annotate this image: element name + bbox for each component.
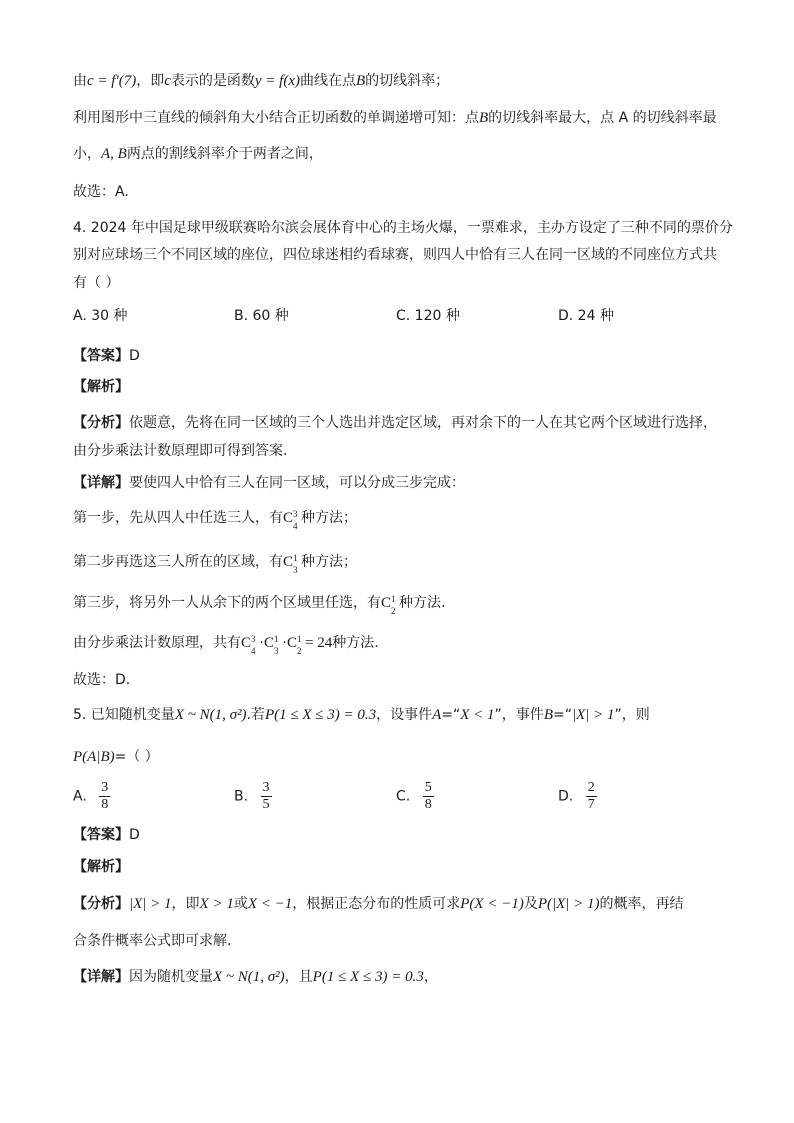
- text: 两点的割线斜率介于两者之间，: [126, 146, 323, 162]
- text: =“: [552, 707, 572, 723]
- text: 小，: [73, 146, 101, 162]
- option-label: C.: [396, 788, 411, 805]
- text-line: 故选：A.: [73, 184, 129, 200]
- text: 种方法.: [332, 635, 379, 651]
- text-line: [73, 108, 717, 128]
- analysis-sub-label: 【分析】: [73, 415, 129, 431]
- answer-line: [73, 346, 140, 366]
- text: ，即: [136, 73, 165, 89]
- text: 3: [293, 565, 298, 575]
- combination-expression: [381, 593, 399, 616]
- text-line: 由分步乘法计数原理即可得到答案.: [73, 443, 288, 459]
- math-expression: A: [432, 707, 442, 723]
- text: 3: [251, 634, 256, 644]
- text: 第二步再选这三人所在的区域，有: [73, 554, 283, 570]
- denominator: 5: [262, 797, 270, 812]
- math-expression: P(1 ≤ X ≤ 3) = 0.3: [312, 969, 424, 985]
- text-line: 合条件概率公式即可求解.: [73, 933, 232, 949]
- text: 4: [293, 521, 298, 531]
- fraction: [99, 780, 110, 813]
- question-4-stem: 有（ ）: [73, 275, 120, 291]
- analysis-label: 【解析】: [73, 859, 129, 875]
- text: 表示的是函数: [170, 73, 255, 89]
- math-expression: P(|X| > 1): [537, 896, 600, 912]
- text: 曲线在点: [300, 73, 356, 89]
- text: 1: [274, 634, 279, 644]
- question-4-stem: 别对应球场三个不同区域的座位，四位球迷相约看球赛，则四人中恰有三人在同一区域的不同座位方式共: [73, 247, 717, 263]
- text: 2: [391, 606, 396, 616]
- answer-value: D: [129, 827, 140, 843]
- analysis-sub-label: 【分析】: [73, 896, 129, 912]
- math-expression: |X| > 1: [129, 896, 172, 912]
- answer-line: [73, 825, 140, 845]
- text: C: [241, 635, 252, 651]
- text: 因为随机变量: [129, 969, 213, 985]
- text: 1: [293, 553, 298, 563]
- text-line: [73, 593, 446, 616]
- math-expression: |X| > 1: [571, 707, 615, 723]
- answer-value: D: [129, 348, 140, 364]
- combination-expression: [283, 508, 301, 531]
- text-line: [73, 144, 323, 164]
- fraction: [261, 780, 272, 813]
- text: 种方法.: [399, 595, 446, 611]
- text-line: [73, 633, 379, 656]
- text: ，设事件: [376, 707, 433, 723]
- option-label: D.: [558, 788, 574, 805]
- math-expression: X > 1: [199, 896, 234, 912]
- math-expression: c: [164, 73, 171, 89]
- text: 及: [523, 896, 538, 912]
- text: ，即: [171, 896, 200, 912]
- text: 要使四人中恰有三人在同一区域，可以分成三步完成：: [129, 475, 465, 491]
- combination-expression: [287, 633, 305, 656]
- math-expression: y = f(x): [254, 73, 300, 89]
- text-line: 故选：D.: [73, 672, 131, 688]
- text: C: [283, 554, 294, 570]
- option-d: D. 24 种: [558, 308, 614, 324]
- math-expression: B: [479, 110, 489, 126]
- math-expression: c = f′(7): [87, 73, 137, 89]
- combination-expression: [264, 633, 282, 656]
- combination-expression: [283, 552, 301, 575]
- text: 种方法；: [301, 510, 358, 526]
- option-c: C. 120 种: [396, 308, 460, 324]
- text: C: [264, 635, 275, 651]
- text: 4: [251, 646, 256, 656]
- math-expression: = 24: [305, 635, 333, 651]
- text: 的切线斜率；: [365, 73, 450, 89]
- numerator: 2: [587, 780, 595, 795]
- numerator: 5: [424, 780, 432, 795]
- fraction: [586, 780, 597, 813]
- combination-expression: [241, 633, 259, 656]
- text-line: [73, 508, 358, 531]
- text-line: [73, 967, 438, 987]
- option-label: A.: [73, 788, 87, 805]
- text: 利用图形中三直线的倾斜角大小结合正切函数的单调递增可知：点: [73, 110, 479, 126]
- question-5-stem: [73, 705, 650, 725]
- denominator: 8: [101, 797, 109, 812]
- option-d: [558, 780, 597, 813]
- option-label: B.: [234, 788, 249, 805]
- detail-label: 【详解】: [73, 475, 129, 491]
- question-5-stem: [73, 747, 159, 767]
- answer-label: 【答案】: [73, 827, 129, 843]
- text: ，: [423, 969, 438, 985]
- option-b: [234, 780, 272, 813]
- text: 1: [391, 594, 396, 604]
- analysis-label: 【解析】: [73, 379, 129, 395]
- denominator: 8: [424, 797, 432, 812]
- text: C: [283, 510, 294, 526]
- math-expression: X ~ N(1, σ²): [213, 969, 285, 985]
- text: ·: [259, 635, 265, 651]
- text: ，根据正态分布的性质可求: [292, 896, 461, 912]
- numerator: 3: [101, 780, 109, 795]
- text: =（ ）: [114, 749, 159, 765]
- answer-label: 【答案】: [73, 348, 129, 364]
- text: 第一步，先从四人中任选三人，有: [73, 510, 283, 526]
- text: 依题意，先将在同一区域的三个人选出并选定区域，再对余下的一人在其它两个区域进行选择，: [129, 415, 717, 431]
- option-c: [396, 780, 434, 813]
- question-4-stem: 4. 2024 年中国足球甲级联赛哈尔滨会展体育中心的主场火爆，一票难求，主办方设定了三种不同的票价分: [73, 220, 733, 236]
- text: 1: [297, 634, 302, 644]
- text: C: [381, 595, 392, 611]
- math-expression: P(1 ≤ X ≤ 3) = 0.3: [264, 707, 377, 723]
- text-line: [73, 71, 449, 91]
- math-expression: P(A|B): [73, 749, 115, 765]
- text: ，且: [284, 969, 313, 985]
- option-b: B. 60 种: [234, 308, 289, 324]
- math-expression: X ~ N(1, σ²): [174, 707, 247, 723]
- text: =“: [441, 707, 461, 723]
- text-line: [73, 473, 465, 493]
- math-expression: A, B: [101, 146, 127, 162]
- text: 3: [293, 509, 298, 519]
- math-expression: X < −1: [247, 896, 293, 912]
- detail-label: 【详解】: [73, 969, 129, 985]
- text: 的概率，再结: [599, 896, 684, 912]
- text: 2: [297, 646, 302, 656]
- text: ·: [282, 635, 288, 651]
- fraction: [423, 780, 434, 813]
- text: ”，事件: [494, 707, 544, 723]
- text: 种方法；: [301, 554, 358, 570]
- option-a: A. 30 种: [73, 308, 128, 324]
- text: 由分步乘法计数原理，共有: [73, 635, 241, 651]
- math-expression: P(X < −1): [460, 896, 524, 912]
- text-line: [73, 894, 684, 914]
- text: 5. 已知随机变量: [73, 707, 175, 723]
- text: 的切线斜率最大，点 A 的切线斜率最: [488, 110, 717, 126]
- option-a: [73, 780, 110, 813]
- math-expression: B: [356, 73, 366, 89]
- math-expression: B: [543, 707, 553, 723]
- text: .若: [246, 707, 265, 723]
- text: 由: [73, 73, 87, 89]
- text-line: [73, 413, 717, 433]
- text: ”，则: [614, 707, 650, 723]
- denominator: 7: [587, 797, 595, 812]
- text-line: [73, 552, 358, 575]
- text: 或: [233, 896, 248, 912]
- text: 第三步，将另外一人从余下的两个区域里任选，有: [73, 595, 381, 611]
- text: C: [287, 635, 298, 651]
- math-expression: X < 1: [460, 707, 495, 723]
- numerator: 3: [262, 780, 270, 795]
- text: 3: [274, 646, 279, 656]
